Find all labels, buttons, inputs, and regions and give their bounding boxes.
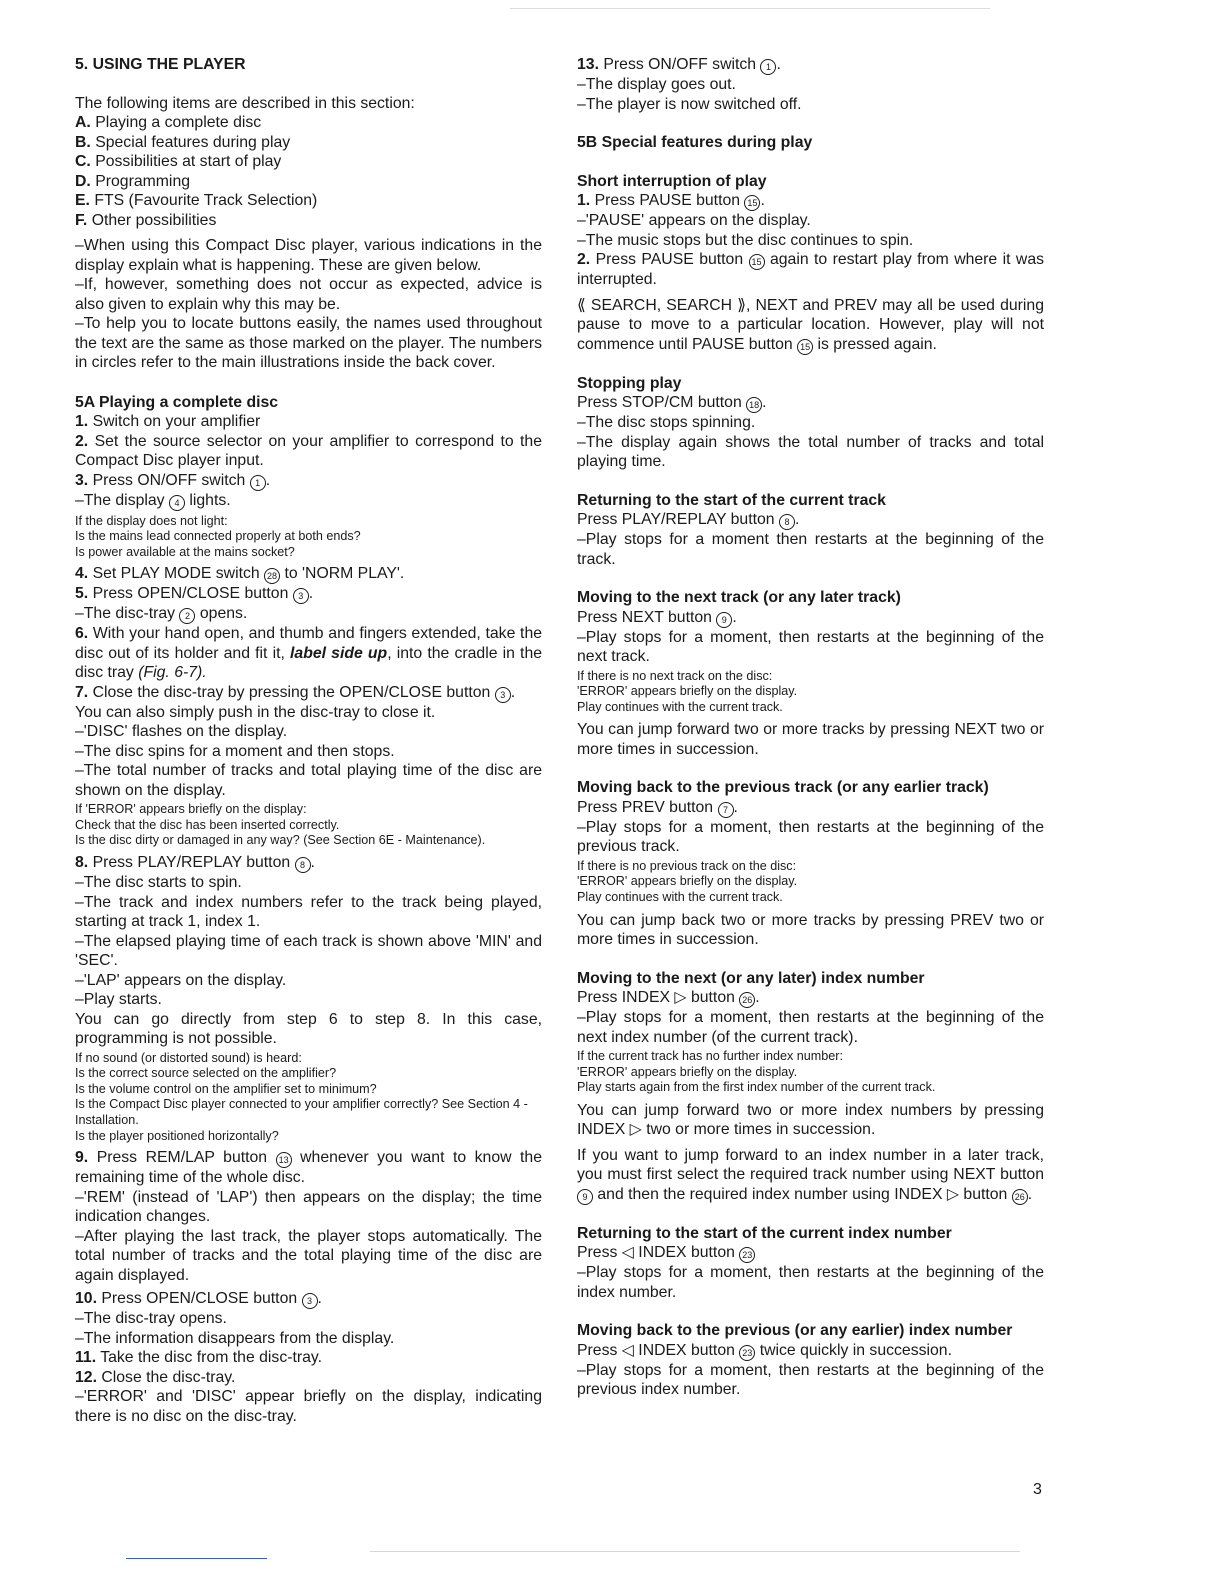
index-prev-step: Press ◁ INDEX button 23 twice quickly in succession. [577,1341,952,1359]
step-7: 7. Close the disc-tray by pressing the OPEN/CLOSE button 3 . [75,683,516,701]
troubleshoot-note: If no sound (or distorted sound) is heard: Is the correct source selected on the amplifier? Is the volume control on the amplifier set to minimum? Is the Compact Disc player connected to your amplifier correctly? See Section 4 - Installation. Is the player positioned horizontally? [75,1050,528,1143]
subheading-previous-index: Moving back to the previous (or any earlier) index number [577,1322,1013,1340]
step-11: 11. Take the disc from the disc-tray. [75,1349,323,1367]
step-5: 5. Press OPEN/CLOSE button 3 . [75,585,314,603]
step-10-result: –The disc-tray opens. [75,1310,227,1328]
ref-circle-icon: 28 [264,568,280,584]
pause-result: –The music stops but the disc continues to spin. [577,231,914,249]
step-8-result: –The disc starts to spin. [75,874,242,892]
subheading-start-current-index: Returning to the start of the current index number [577,1224,952,1242]
section-5b-heading: 5B Special features during play [577,134,813,151]
step-7-result: –'DISC' flashes on the display. [75,723,288,741]
step-6: 6. With your hand open, and thumb and fingers extended, take the disc out of its holder and fit it, label side up, into the cradle in the disc tray (Fig. 6-7). [75,625,543,682]
scan-artifact-bottom [370,1551,1020,1552]
step-9: 9. Press REM/LAP button 13 whenever you want to know the remaining time of the whole disc. [75,1149,543,1187]
step-10-result: –The information disappears from the display. [75,1329,395,1347]
contents-item: E. FTS (Favourite Track Selection) [75,192,318,209]
subheading-previous-track: Moving back to the previous track (or any earlier track) [577,779,989,797]
ref-circle-icon: 15 [749,254,765,270]
index-next-tip: You can jump forward two or more index numbers by pressing INDEX ▷ two or more times in succession. [577,1101,1044,1139]
ref-circle-icon: 2 [179,608,195,624]
step-9-result: –'REM' (instead of 'LAP') then appears on the display; the time indication changes. [75,1188,542,1226]
ref-circle-icon: 23 [739,1345,755,1361]
step-3: 3. Press ON/OFF switch 1 . [75,471,271,489]
step-13-result: –The display goes out. [577,76,736,93]
troubleshoot-note: If the current track has no further index number: 'ERROR' appears briefly on the display. Play starts again from the first index number of the current track. [577,1049,936,1095]
step-4: 4. Set PLAY MODE switch 28 to 'NORM PLAY'. [75,565,405,583]
subheading-stopping-play: Stopping play [577,374,682,392]
index-start-result: –Play stops for a moment, then restarts at the beginning of the index number. [577,1264,1044,1301]
subheading-short-interruption: Short interruption of play [577,172,767,190]
next-result: –Play stops for a moment, then restarts at the beginning of the next track. [577,628,1044,665]
step-13-result: –The player is now switched off. [577,95,802,113]
replay-step: Press PLAY/REPLAY button 8 . [577,511,800,528]
intro-text: The following items are described in this section: [75,94,415,112]
step-9-result: –After playing the last track, the player stops automatically. The total number of tracks and the total playing time of the disc are again displayed. [75,1227,542,1284]
right-column [577,55,1044,1400]
ref-circle-icon: 18 [746,397,762,413]
troubleshoot-note: If 'ERROR' appears briefly on the display: Check that the disc has been inserted correctly. Is the disc dirty or damaged in any way? (See Section 6E - Maintenance). [75,802,486,848]
ref-circle-icon: 26 [1012,1189,1028,1205]
ref-circle-icon: 3 [302,1293,318,1309]
stop-step: Press STOP/CM button 18 . [577,394,767,411]
step-3-result: –The display 4 lights. [75,491,231,509]
subheading-return-start-track: Returning to the start of the current track [577,491,886,509]
ref-circle-icon: 8 [295,857,311,873]
pause-search-note: ⟪ SEARCH, SEARCH ⟫, NEXT and PREV may all be used during pause to move to a particular location. However, play will not commence until PAUSE button 15 is pressed again. [577,296,1044,353]
prev-step: Press PREV button 7 . [577,798,738,816]
contents-item: D. Programming [75,172,191,190]
intro-para-buttons: –To help you to locate buttons easily, the names used throughout the text are the same as those marked on the player. The numbers in circles refer to the main illustrations inside the back cover. [75,315,542,371]
step-12-result: –'ERROR' and 'DISC' appear briefly on the display, indicating there is no disc on the disc-tray. [75,1388,542,1425]
step-8-result: –Play starts. [75,991,162,1009]
step-10: 10. Press OPEN/CLOSE button 3 . [75,1290,322,1308]
ref-circle-icon: 9 [577,1189,593,1205]
step-8-result: –The elapsed playing time of each track is shown above 'MIN' and 'SEC'. [75,932,542,970]
troubleshoot-note: If there is no previous track on the disc: 'ERROR' appears briefly on the display. Play continues with the current track. [577,858,798,904]
prev-result: –Play stops for a moment, then restarts at the beginning of the previous track. [577,818,1044,856]
troubleshoot-note: If there is no next track on the disc: 'ERROR' appears briefly on the display. Play continues with the current track. [577,668,798,714]
step-8: 8. Press PLAY/REPLAY button 8 . [75,854,315,872]
subheading-next-index: Moving to the next (or any later) index number [577,969,925,987]
step-8-note: You can go directly from step 6 to step 8. In this case, programming is not possible. [75,1010,542,1048]
index-prev-result: –Play stops for a moment, then restarts at the beginning of the previous index number. [577,1361,1044,1399]
stop-result: –The display again shows the total number of tracks and total playing time. [577,433,1044,470]
step-8-result: –The track and index numbers refer to the track being played, starting at track 1, index 1. [75,893,542,931]
index-start-step: Press ◁ INDEX button 23 [577,1243,1044,1263]
step-7-result: –The disc spins for a moment and then stops. [75,742,395,760]
scan-artifact-top [510,8,990,9]
ref-circle-icon: 7 [718,802,734,818]
ref-circle-icon: 4 [169,495,185,511]
step-7-result: –The total number of tracks and total playing time of the disc are shown on the display. [75,762,542,799]
footer-link-line [126,1558,267,1559]
ref-circle-icon: 15 [744,195,760,211]
intro-para-advice: –If, however, something does not occur as expected, advice is also given to explain why this may be. [75,276,542,313]
step-5-result: –The disc-tray 2 opens. [75,605,248,623]
contents-item: F. Other possibilities [75,211,217,229]
replay-result: –Play stops for a moment then restarts at the beginning of the track. [577,531,1044,568]
page-number: 3 [1033,1481,1042,1498]
index-next-step: Press INDEX ▷ button 26 . [577,989,760,1007]
ref-circle-icon: 26 [739,992,755,1008]
subheading-next-track: Moving to the next track (or any later track) [577,589,901,606]
ref-circle-icon: 1 [760,59,776,75]
ref-circle-icon: 9 [716,612,732,628]
ref-circle-icon: 15 [797,339,813,355]
step-7-note: You can also simply push in the disc-tray to close it. [75,703,436,721]
ref-circle-icon: 23 [739,1247,755,1263]
intro-para-display: –When using this Compact Disc player, various indications in the display explain what is happening. These are given below. [75,237,542,274]
ref-circle-icon: 8 [779,514,795,530]
step-1: 1. Switch on your amplifier [75,413,261,430]
ref-circle-icon: 13 [276,1152,292,1168]
pause-step-1: 1. Press PAUSE button 15 . [577,192,765,209]
next-tip: You can jump forward two or more tracks by pressing NEXT two or more times in succession. [577,721,1044,758]
stop-result: –The disc stops spinning. [577,414,756,431]
prev-tip: You can jump back two or more tracks by pressing PREV two or more times in succession. [577,911,1044,949]
ref-circle-icon: 3 [293,588,309,604]
section-title: 5. USING THE PLAYER [75,56,246,73]
pause-step-2: 2. Press PAUSE button 15 again to restart play from where it was interrupted. [577,251,1045,288]
next-step: Press NEXT button 9 . [577,608,737,626]
ref-circle-icon: 1 [250,475,266,491]
pause-result: –'PAUSE' appears on the display. [577,212,811,229]
contents-item: C. Possibilities at start of play [75,153,282,170]
contents-item: A. Playing a complete disc [75,114,262,131]
step-8-result: –'LAP' appears on the display. [75,971,287,989]
step-13: 13. Press ON/OFF switch 1 . [577,56,781,73]
step-12: 12. Close the disc-tray. [75,1368,236,1386]
contents-item: B. Special features during play [75,133,291,151]
left-column [75,55,542,1426]
section-5a-heading: 5A Playing a complete disc [75,393,279,411]
step-2: 2. Set the source selector on your amplifier to correspond to the Compact Disc player input. [75,432,542,469]
ref-circle-icon: 3 [495,687,511,703]
index-next-result: –Play stops for a moment, then restarts at the beginning of the next index number (of the current track). [577,1009,1044,1046]
contents-list [75,113,542,230]
index-later-track-tip: If you want to jump forward to an index number in a later track, you must first select the required track number using NEXT button 9 and then the required index number using INDEX ▷ button 26 . [577,1146,1044,1203]
troubleshoot-note: If the display does not light: Is the mains lead connected properly at both ends? Is power available at the mains socket? [75,513,361,559]
